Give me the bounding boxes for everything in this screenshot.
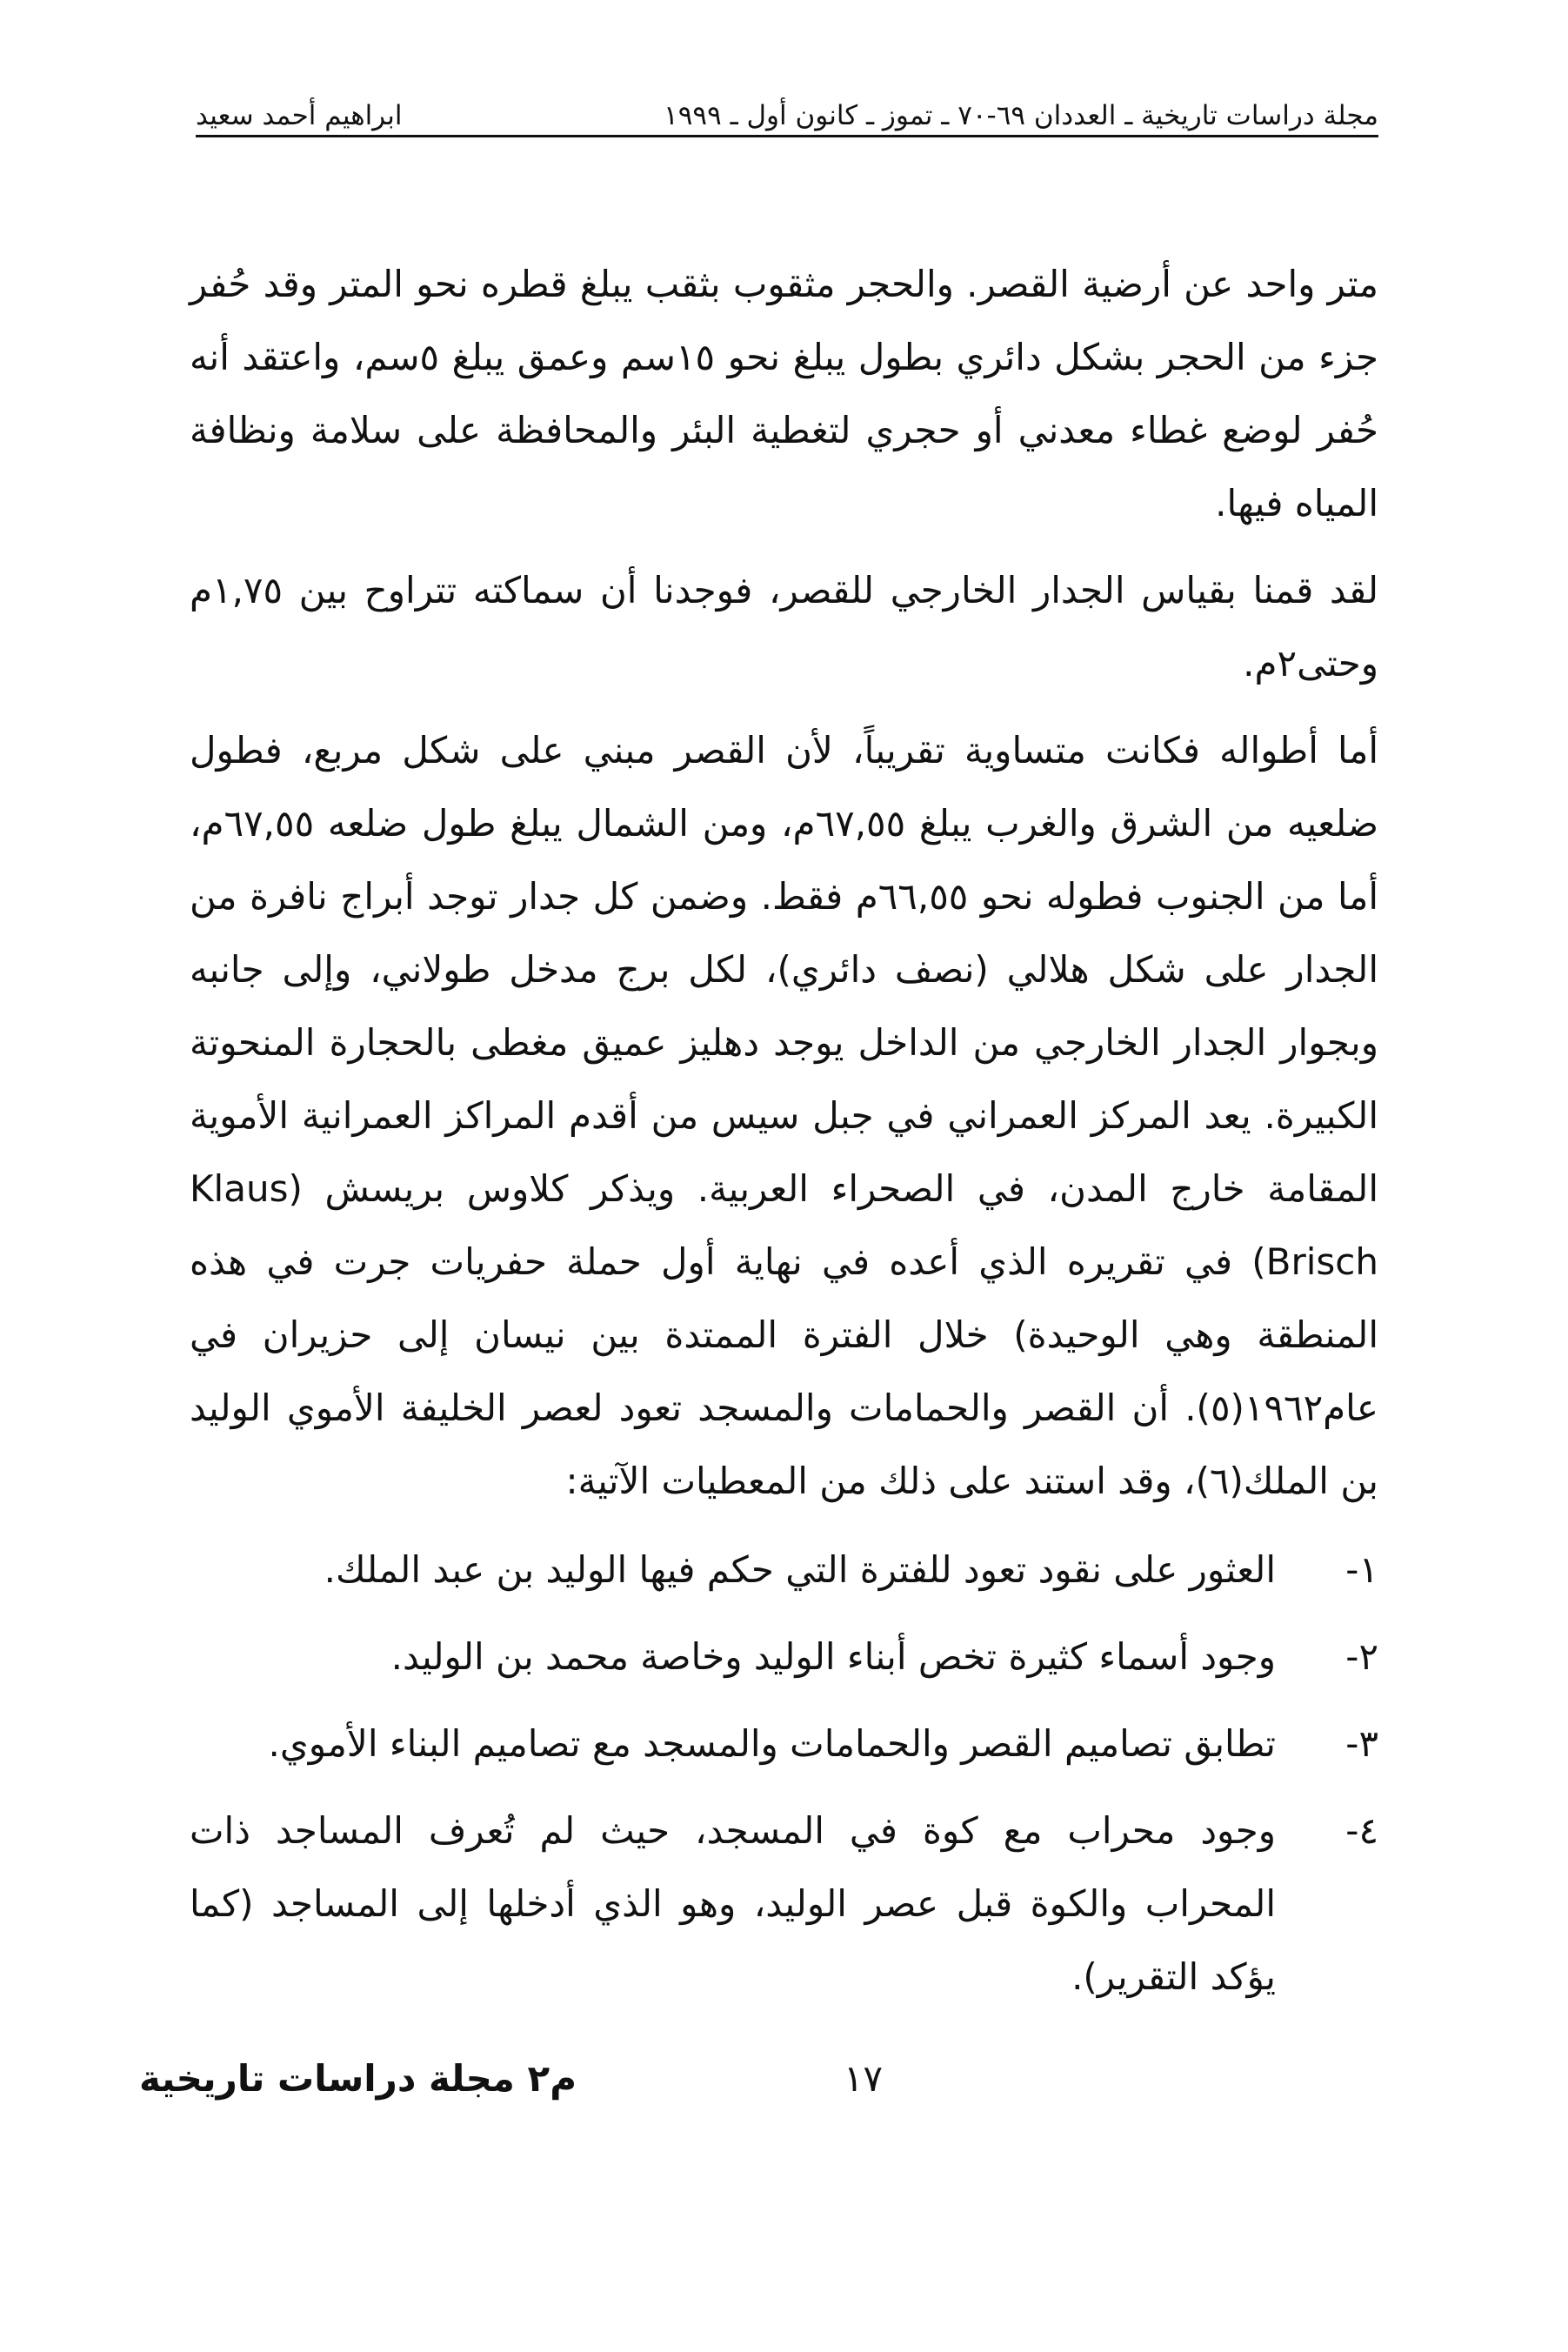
list-item-text: تطابق تصاميم القصر والحمامات والمسجد مع تصاميم البناء الأموي. xyxy=(268,1722,1276,1765)
footer-journal-mark: م٢ مجلة دراسات تاريخية xyxy=(139,2057,577,2100)
header-journal-issue: مجلة دراسات تاريخية ـ العددان ٦٩-٧٠ ـ تموز ـ كانون أول ـ ١٩٩٩ xyxy=(664,100,1378,131)
running-header xyxy=(196,94,1378,137)
paragraph: أما أطواله فكانت متساوية تقريباً، لأن القصر مبني على شكل مربع، فطول ضلعيه من الشرق والغرب يبلغ ٦٧,٥٥م، ومن الشمال يبلغ طول ضلعه ٦٧,٥٥م، أما من الجنوب فطوله نحو ٦٦,٥٥م فقط. وضمن كل جدار توجد أبراج نافرة من الجدار على شكل هلالي (نصف دائري)، لكل برج مدخل طولاني، وإلى جانبه وبجوار الجدار الخارجي من الداخل يوجد دهليز عميق مغطى بالحجارة المنحوتة الكبيرة. يعد المركز العمراني في جبل سيس من أقدم المراكز العمرانية الأموية المقامة خارج المدن، في الصحراء العربية. ويذكر كلاوس بريسش (Klaus Brisch) في تقريره الذي أعده في نهاية أول حملة حفريات جرت في هذه المنطقة وهي الوحيدة) خلال الفترة الممتدة بين نيسان إلى حزيران في عام١٩٦٢(٥). أن القصر والحمامات والمسجد تعود لعصر الخليفة الأموي الوليد بن الملك(٦)، وقد استند على ذلك من المعطيات الآتية: xyxy=(190,729,1379,1502)
page-footer xyxy=(139,2048,1374,2109)
list-item xyxy=(190,1620,1378,1694)
list-item xyxy=(190,1533,1378,1607)
header-rule xyxy=(196,135,1378,137)
list-item-number: ٣- xyxy=(1345,1722,1378,1765)
body-text xyxy=(190,248,1378,2028)
paragraph: متر واحد عن أرضية القصر. والحجر مثقوب بثقب يبلغ قطره نحو المتر وقد حُفر جزء من الحجر بشكل دائري بطول يبلغ نحو ١٥سم وعمق يبلغ ٥سم، واعتقد أنه حُفر لوضع غطاء معدني أو حجري لتغطية البئر والمحافظة على سلامة ونظافة المياه فيها. xyxy=(190,263,1379,525)
header-author: ابراهيم أحمد سعيد xyxy=(196,100,403,131)
list-item-text: وجود محراب مع كوة في المسجد، حيث لم تُعرف المساجد ذات المحراب والكوة قبل عصر الوليد، وهو الذي أدخلها إلى المساجد (كما يؤكد التقرير). xyxy=(190,1809,1276,1998)
list-item-number: ١- xyxy=(1345,1548,1378,1591)
list-item-number: ٢- xyxy=(1345,1635,1378,1678)
paragraph: لقد قمنا بقياس الجدار الخارجي للقصر، فوجدنا أن سماكته تتراوح بين ١,٧٥م وحتى٢م. xyxy=(190,569,1378,685)
page-number: ١٧ xyxy=(844,2057,884,2100)
list-item-text: العثور على نقود تعود للفترة التي حكم فيها الوليد بن عبد الملك. xyxy=(324,1548,1276,1591)
list-item xyxy=(190,1794,1378,2014)
list-item xyxy=(190,1707,1378,1781)
list-item-number: ٤- xyxy=(1345,1809,1378,1852)
evidence-list xyxy=(190,1533,1378,2014)
list-item-text: وجود أسماء كثيرة تخص أبناء الوليد وخاصة محمد بن الوليد. xyxy=(390,1635,1276,1678)
